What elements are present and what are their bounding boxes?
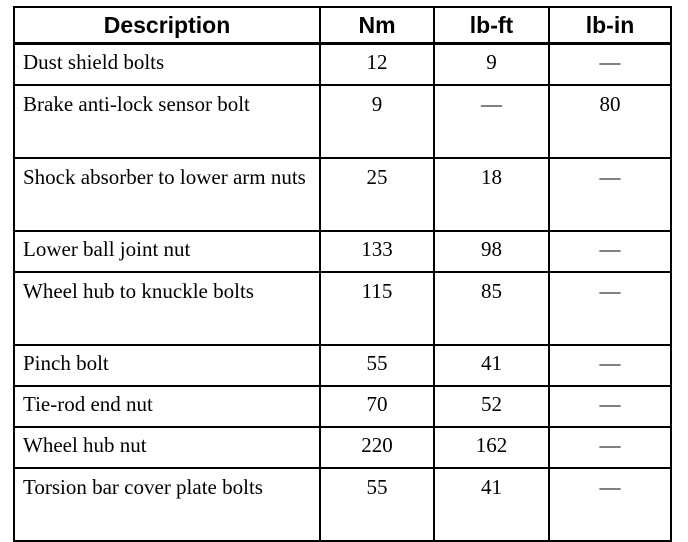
cell-lbft: 18 [434, 158, 549, 231]
cell-description: Dust shield bolts [14, 44, 320, 86]
cell-lbin: — [549, 345, 671, 386]
torque-spec-table [13, 6, 672, 542]
header-lbft: lb-ft [434, 7, 549, 44]
cell-description: Torsion bar cover plate bolts [14, 468, 320, 541]
cell-lbft: 41 [434, 345, 549, 386]
header-nm: Nm [320, 7, 434, 44]
cell-nm: 220 [320, 427, 434, 468]
table-header [14, 7, 671, 44]
table-row [14, 158, 671, 231]
cell-description: Wheel hub to knuckle bolts [14, 272, 320, 345]
cell-lbft: 98 [434, 231, 549, 272]
cell-lbft: 162 [434, 427, 549, 468]
table-body [14, 44, 671, 542]
cell-nm: 9 [320, 85, 434, 158]
cell-nm: 55 [320, 468, 434, 541]
cell-description: Lower ball joint nut [14, 231, 320, 272]
cell-description: Shock absorber to lower arm nuts [14, 158, 320, 231]
cell-lbft: 85 [434, 272, 549, 345]
cell-description: Wheel hub nut [14, 427, 320, 468]
header-description: Description [14, 7, 320, 44]
header-lbin: lb-in [549, 7, 671, 44]
cell-nm: 133 [320, 231, 434, 272]
table-row [14, 427, 671, 468]
cell-nm: 55 [320, 345, 434, 386]
table-row [14, 272, 671, 345]
cell-lbin: — [549, 44, 671, 86]
cell-lbin: — [549, 231, 671, 272]
cell-nm: 70 [320, 386, 434, 427]
cell-lbft: — [434, 85, 549, 158]
cell-description: Tie-rod end nut [14, 386, 320, 427]
cell-lbft: 41 [434, 468, 549, 541]
cell-lbin: — [549, 468, 671, 541]
cell-lbin: — [549, 158, 671, 231]
table-row [14, 85, 671, 158]
cell-nm: 12 [320, 44, 434, 86]
table-row [14, 231, 671, 272]
table-row [14, 386, 671, 427]
cell-description: Brake anti-lock sensor bolt [14, 85, 320, 158]
header-row [14, 7, 671, 44]
cell-lbin: — [549, 272, 671, 345]
cell-lbin: — [549, 386, 671, 427]
cell-nm: 25 [320, 158, 434, 231]
table-row [14, 345, 671, 386]
cell-lbft: 52 [434, 386, 549, 427]
table-row [14, 468, 671, 541]
cell-lbin: 80 [549, 85, 671, 158]
cell-nm: 115 [320, 272, 434, 345]
cell-description: Pinch bolt [14, 345, 320, 386]
table-row [14, 44, 671, 86]
cell-lbft: 9 [434, 44, 549, 86]
cell-lbin: — [549, 427, 671, 468]
